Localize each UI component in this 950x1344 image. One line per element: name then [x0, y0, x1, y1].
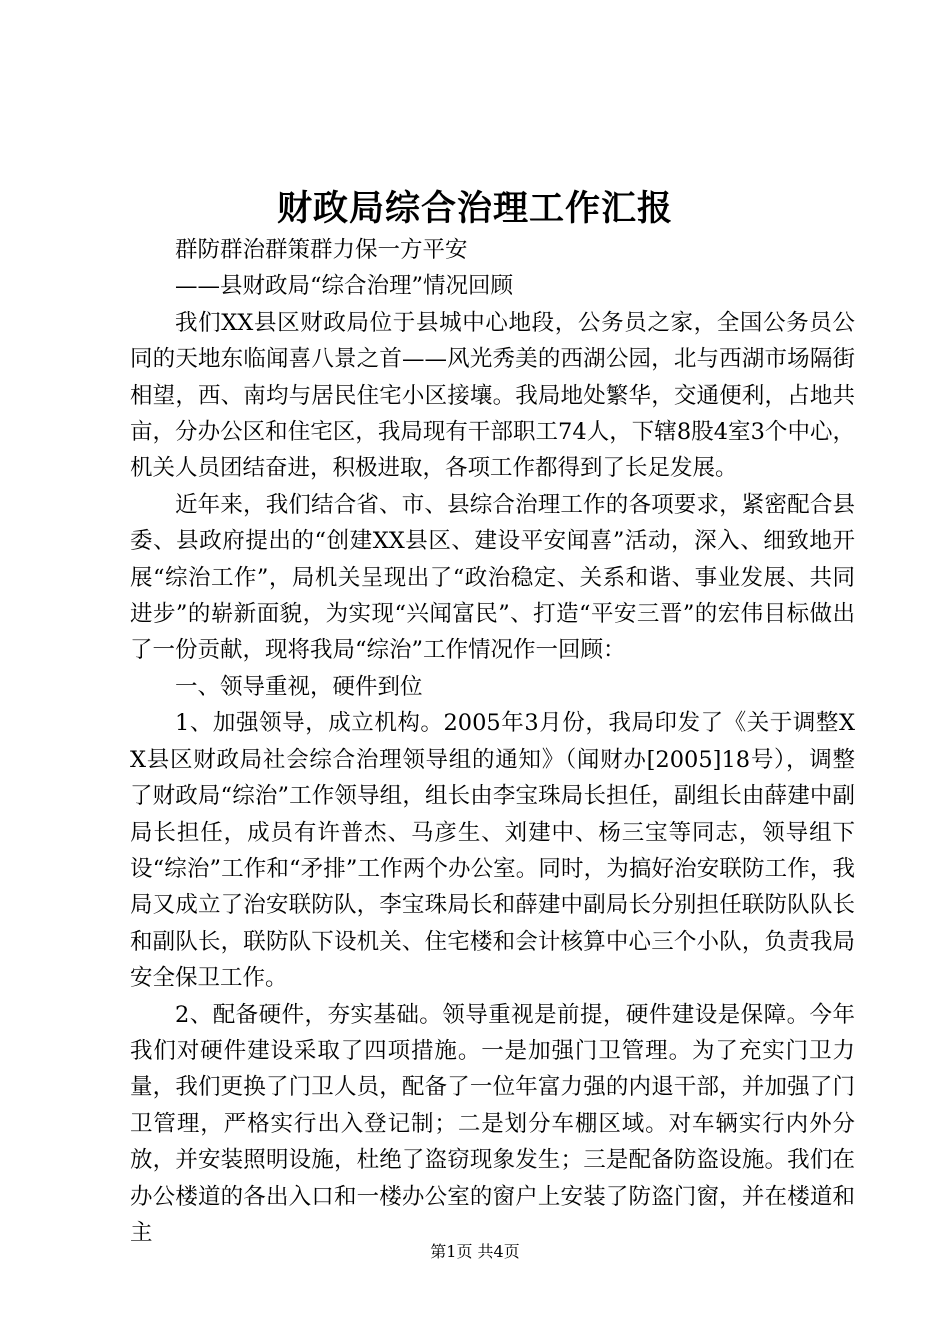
section-heading-1: 一、领导重视，硬件到位: [175, 673, 423, 700]
paragraph-hardware: 2、配备硬件，夯实基础。领导重视是前提，硬件建设是保障。今年我们对硬件建设采取了四项措施。一是加强门卫管理。为了充实门卫力量，我们更换了门卫人员，配备了一位年富力强的内退干部，并加强了门卫管理，严格实行出入登记制；二是划分车棚区域。对车辆实行内外分放，并安装照明设施，杜绝了盗窃现象发生；三是配备防盗设施。我们在办公楼道的各出入口和一楼办公室的窗户上安装了防盗门窗，并在楼道和主: [130, 1001, 855, 1246]
paragraph-intro: 我们XX县区财政局位于县城中心地段，公务员之家，全国公务员公同的天地东临闻喜八景之首——风光秀美的西湖公园，北与西湖市场隔街相望，西、南均与居民住宅小区接壤。我局地处繁华，交通便利，占地共亩，分办公区和住宅区，我局现有干部职工74人，下辖8股4室3个中心，机关人员团结奋进，积极进取，各项工作都得到了长足发展。: [130, 309, 855, 482]
subtitle-slogan: 群防群治群策群力保一方平安: [175, 237, 468, 263]
subtitle-review: ——县财政局“综合治理”情况回顾: [175, 273, 514, 300]
document-title: 财政局综合治理工作汇报: [276, 188, 673, 229]
paragraph-leadership: 1、加强领导，成立机构。2005年3月份，我局印发了《关于调整XX县区财政局社会综合治理领导组的通知》（闻财办[2005]18号），调整了财政局“综治”工作领导组，组长由李宝珠局长担任，副组长由薛建中副局长担任，成员有许普杰、马彦生、刘建中、杨三宝等同志，领导组下设“综治”工作和“矛排”工作两个办公室。同时，为搞好治安联防工作，我局又成立了治安联防队，李宝珠局长和薛建中副局长分别担任联防队队长和副队长，联防队下设机关、住宅楼和会计核算中心三个小队，负责我局安全保卫工作。: [130, 710, 855, 992]
page-footer: 第1页 共4页: [430, 1242, 520, 1261]
document-body: [130, 232, 855, 1251]
paragraph-overview: 近年来，我们结合省、市、县综合治理工作的各项要求，紧密配合县委、县政府提出的“创建XX县区、建设平安闻喜”活动，深入、细致地开展“综治工作”，局机关呈现出了“政治稳定、关系和谐、事业发展、共同进步”的崭新面貌，为实现“兴闻富民”、打造“平安三晋”的宏伟目标做出了一份贡献，现将我局“综治”工作情况作一回顾：: [130, 491, 855, 664]
